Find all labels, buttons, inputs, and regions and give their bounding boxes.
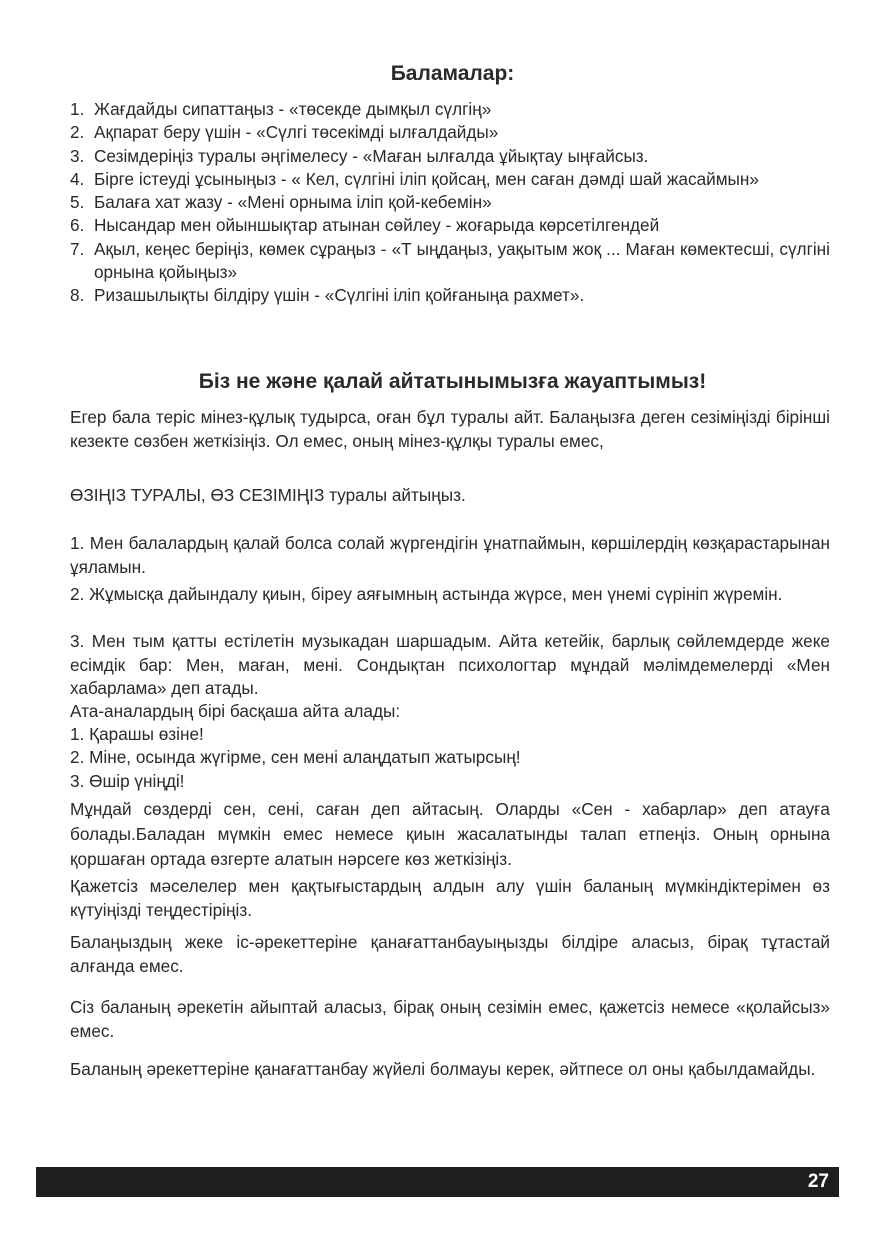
section-title-responsibility: Біз не және қалай айтатынымызға жауаптымыз! [198,370,707,393]
i-message-3: 3. Мен тым қатты естілетін музыкадан шаршадым. Айта кетейік, барлық сөйлемдерде жеке есімдік бар: Мен, маған, мені. Сондықтан психологтар мұндай мәлімдемелерді «Мен хабарлама» деп атады. [70,631,830,698]
you-message-2: 2. Міне, осында жүгірме, сен мені алаңдатып жатырсың! [70,747,521,767]
list-item: 4. Бірге істеуді ұсыныңыз - « Кел, сүлгіні іліп қойсаң, мен саған дәмді шай жасаймын» [70,168,759,189]
page-number: 27 [807,1171,829,1192]
caps-line: ӨЗІҢІЗ ТУРАЛЫ, ӨЗ СЕЗІМІҢІЗ туралы айтыңыз. [70,485,466,505]
balance-paragraph: Қажетсіз мәселелер мен қақтығыстардың алдын алу үшін баланың мүмкіндіктерімен өз күтуіңізді теңдестіріңіз. [70,876,830,920]
page-footer-bar [36,1167,839,1197]
you-message-1: 1. Қарашы өзіне! [70,724,204,744]
intro-paragraph: Егер бала теріс мінез-құлық тудырса, оған бұл туралы айт. Балаңызға деген сезіміңізді бірінші кезекте сөзбен жеткізіңіз. Ол емес, оның мінез-құлқы туралы емес, [70,407,830,451]
alternatives-list [70,98,830,308]
you-messages-paragraph: Мұндай сөздерді сен, сені, саған деп айтасың. Оларды «Сен - хабарлар» деп атауға болады.Баладан мүмкін емес немесе қиын жасалатынды талап етпеңіз. Оның орнына қоршаған ортада өзгерте алатын нәрсеге көз жеткізіңіз. [70,799,830,869]
list-item: 5. Балаға хат жазу - «Мені орныма іліп қой-кебемін» [70,192,492,213]
systematic-paragraph: Баланың әрекеттеріне қанағаттанбау жүйелі болмауы керек, әйтпесе ол оны қабылдамайды. [70,1059,816,1079]
list-item: 8. Ризашылықты білдіру үшін - «Сүлгіні іліп қойғаныңа рахмет». [70,285,585,306]
you-message-3: 3. Өшір үніңді! [70,771,185,791]
list-item: 2. Ақпарат беру үшін - «Сүлгі төсекімді ылғалдайды» [70,122,499,143]
list-item: 7. Ақыл, кеңес беріңіз, көмек сұраңыз - «Т ыңдаңыз, уақытым жоқ ... Маған көмектесші, сүлгіні орнына қойыңыз» [70,238,830,283]
list-item: 3. Сезімдеріңіз туралы әңгімелесу - «Маған ылғалда ұйықтау ыңғайсыз. [70,145,649,166]
dissatisfaction-paragraph: Балаңыздың жеке іс-әрекеттеріне қанағаттанбауыңызды білдіре аласыз, бірақ тұтастай алғанда емес. [70,932,830,976]
condemn-paragraph: Сіз баланың әрекетін айыптай аласыз, бірақ оның сезімін емес, қажетсіз немесе «қолайсыз» емес. [70,997,830,1041]
list-item: 6. Нысандар мен ойыншықтар атынан сөйлеу - жоғарыда көрсетілгендей [70,215,660,236]
i-message-2: 2. Жұмысқа дайындалу қиын, біреу аяғымның астында жүрсе, мен үнемі сүрініп жүремін. [70,584,783,604]
list-item: 1. Жағдайды сипаттаңыз - «төсекде дымқыл сүлгің» [70,99,492,119]
i-message-1: 1. Мен балалардың қалай болса солай жүргендігін ұнатпаймын, көршілердің көзқарастарынан ұяламын. [70,533,830,577]
other-parents-line: Ата-аналардың бірі басқаша айта алады: [70,701,401,721]
section-title-alternatives: Баламалар: [390,62,515,85]
